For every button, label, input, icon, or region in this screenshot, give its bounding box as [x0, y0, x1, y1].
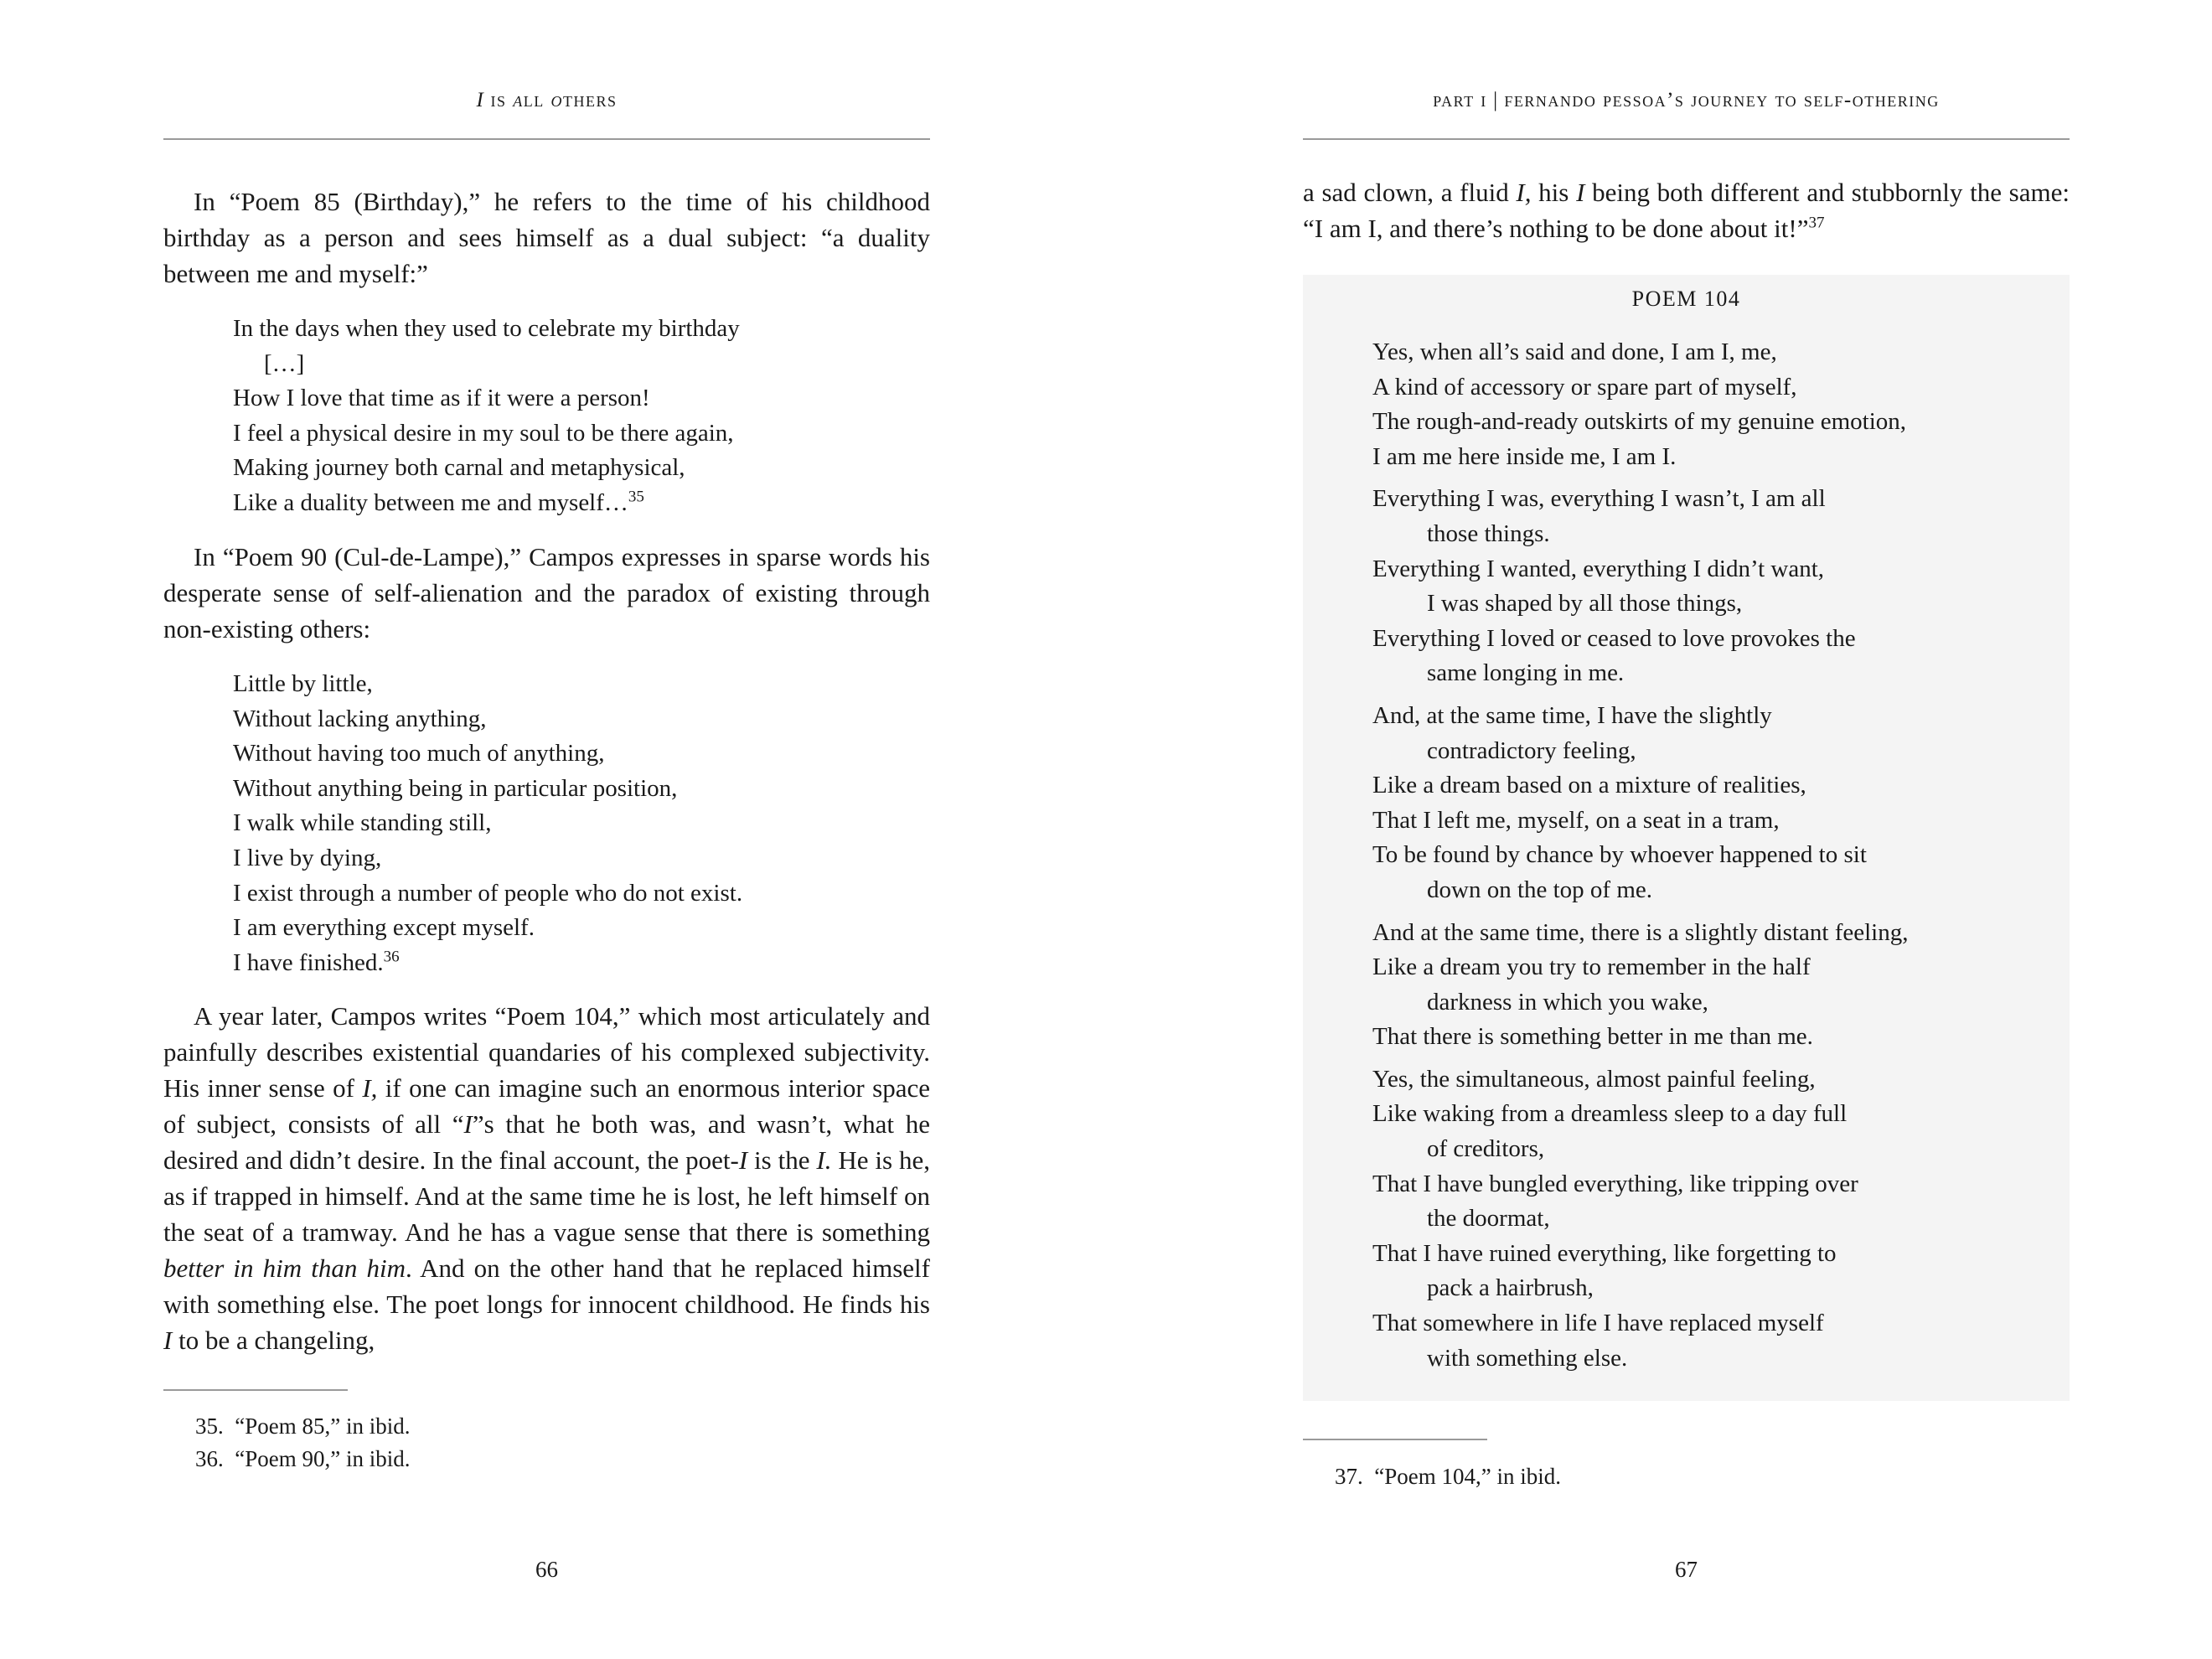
footnote-36: 36. “Poem 90,” in ibid. [195, 1446, 411, 1471]
text-run: his [1531, 178, 1577, 207]
poem-line-continuation: down on the top of me. [1427, 876, 1653, 903]
running-head-italic-a: a [513, 89, 524, 111]
italic-run: I [163, 1326, 173, 1355]
stanza [1372, 916, 1908, 1055]
text-run: He is he, as if trapped in himself. And at the same time he is lost, he left himself on the seat of a tramway. And he has a vague sense that there is something [163, 1145, 930, 1247]
poem-line-continuation: of creditors, [1427, 1135, 1545, 1163]
poem-title: POEM 104 [1631, 287, 1741, 311]
poem-line: Without lacking anything, [233, 705, 487, 732]
poem-line: Like a dream based on a mixture of realities, [1372, 772, 1806, 799]
poem-line-continuation: contradictory feeling, [1427, 736, 1636, 764]
stanza [1372, 482, 1908, 691]
page-number: 67 [1675, 1557, 1698, 1582]
poem-line: Yes, when all’s said and done, I am I, me, [1372, 339, 1777, 365]
text-run: A year later, Campos writes “Poem 104,” which most articulately and painfully describes existential quandaries of his complexed subjectivity. His inner sense of [163, 1001, 930, 1103]
poem-line: Everything I wanted, everything I didn’t want, [1372, 555, 1825, 582]
running-head-italic-i: I [476, 89, 484, 111]
running-head-right [1303, 89, 2070, 112]
poem-line: Everything I loved or ceased to love provokes the [1372, 624, 1856, 652]
poem-line: I live by dying, [233, 844, 382, 871]
paragraph-poem-104-intro [163, 998, 930, 1358]
italic-run: I [1576, 178, 1585, 207]
poem-line: Yes, the simultaneous, almost painful feeling, [1372, 1065, 1816, 1093]
footnote-ref-36[interactable]: 36 [383, 948, 400, 966]
footnote-ref-35[interactable]: 35 [628, 488, 644, 506]
running-head-italic-o: o [550, 89, 564, 111]
poem-104 [1372, 335, 1908, 1383]
running-head-left [163, 89, 930, 112]
poem-line-continuation: same longing in me. [1427, 659, 1625, 687]
text-run: is the [747, 1145, 817, 1175]
poem-line-continuation: darkness in which you wake, [1427, 988, 1708, 1016]
poem-line: Like waking from a dreamless sleep to a day full [1372, 1100, 1848, 1128]
poem-line: Like a dream you try to remember in the half [1372, 954, 1811, 981]
poem-line: That I have bungled everything, like tripping over [1372, 1170, 1858, 1197]
footnote-37: 37. “Poem 104,” in ibid. [1335, 1464, 1561, 1489]
footnote-rule [1303, 1439, 1487, 1440]
paragraph-cul-de-lampe: In “Poem 90 (Cul-de-Lampe),” Campos expresses in sparse words his desperate sense of self-alienation and the paradox of existing through non-existing others: [163, 542, 930, 643]
poem-line: I am everything except myself. [233, 914, 535, 942]
header-rule [163, 138, 930, 140]
poem-line: A kind of accessory or spare part of myself, [1372, 373, 1797, 401]
stanza [1372, 699, 1908, 908]
text-run: being both different and stubbornly the same: “I am I, and there’s nothing to be done about it!” [1303, 178, 2070, 243]
page-number: 66 [535, 1557, 558, 1582]
poem-line: That I left me, myself, on a seat in a tram, [1372, 806, 1780, 834]
poem-line: And, at the same time, I have the slightly [1372, 701, 1772, 729]
stanza [1372, 335, 1908, 474]
poem-line: That somewhere in life I have replaced myself [1372, 1310, 1824, 1337]
running-head-part: part i [1433, 89, 1487, 111]
running-head-text: ll [523, 89, 551, 111]
poem-excerpt-85 [233, 312, 740, 521]
poem-line: I feel a physical desire in my soul to be there again, [233, 419, 734, 447]
text-run: . And on the other hand that he replaced himself with something else. The poet longs for innocent childhood. He finds his [163, 1253, 930, 1319]
poem-line: That there is something better in me than me. [1372, 1023, 1813, 1051]
running-head-text: thers [563, 89, 618, 111]
poem-line: How I love that time as if it were a person! [233, 385, 650, 412]
poem-line-continuation: I was shaped by all those things, [1427, 590, 1743, 618]
poem-line-continuation: pack a hairbrush, [1427, 1274, 1594, 1302]
poem-line: That I have ruined everything, like forgetting to [1372, 1239, 1837, 1267]
poem-line [233, 486, 740, 521]
text-run: to be a changeling, [172, 1326, 375, 1355]
poem-line: And at the same time, there is a slightly distant feeling, [1372, 918, 1909, 946]
paragraph-continued [1303, 174, 2070, 246]
poem-line: To be found by chance by whoever happened to sit [1372, 841, 1867, 869]
running-head-text: is [483, 89, 514, 111]
left-page [163, 0, 930, 1659]
poem-line: Everything I was, everything I wasn’t, I am all [1372, 485, 1826, 513]
italic-run: I [738, 1145, 748, 1175]
poem-line: In the days when they used to celebrate my birthday [233, 315, 740, 342]
text-run: if one can imagine such an enormous interior space of subject, consists of all “ [163, 1073, 930, 1139]
footnote-rule [163, 1389, 348, 1391]
poem-line: I exist through a number of people who do not exist. [233, 879, 743, 907]
poem-line: I walk while standing still, [233, 809, 492, 837]
header-rule [1303, 138, 2070, 140]
italic-run: I. [816, 1145, 832, 1175]
poem-line [233, 946, 742, 981]
right-page [1303, 0, 2070, 1659]
poem-line-text: Like a duality between me and myself… [233, 488, 628, 516]
footnote-ref-37[interactable]: 37 [1808, 214, 1825, 232]
stanza [1372, 1062, 1908, 1376]
italic-run: I, [1516, 178, 1532, 207]
poem-line: Making journey both carnal and metaphysical, [233, 454, 685, 482]
text-run: ”s that he both was, and wasn’t, what he desired and didn’t desire. In the final account, the poet- [163, 1109, 930, 1175]
italic-run: I, [362, 1073, 378, 1103]
poem-ellipsis: […] [264, 349, 305, 377]
running-head-separator: | [1486, 89, 1505, 111]
text-run: a sad clown, a fluid [1303, 178, 1517, 207]
poem-line-continuation: those things. [1427, 519, 1550, 547]
poem-line-continuation: with something else. [1427, 1344, 1628, 1372]
poem-line: Little by little, [233, 670, 373, 697]
footnote-35: 35. “Poem 85,” in ibid. [195, 1414, 411, 1439]
italic-run: I [463, 1109, 473, 1139]
running-head-title: fernando pessoa’s journey to self-othering [1504, 89, 1940, 111]
poem-line-text: I have finished. [233, 948, 384, 976]
paragraph-birthday: In “Poem 85 (Birthday),” he refers to the time of his childhood birthday as a person and sees himself as a dual subject: “a duality between me and myself:” [163, 187, 930, 288]
poem-line: The rough-and-ready outskirts of my genuine emotion, [1372, 408, 1907, 436]
poem-line: I am me here inside me, I am I. [1372, 442, 1677, 470]
poem-line-continuation: the doormat, [1427, 1205, 1550, 1233]
poem-line: Without having too much of anything, [233, 740, 605, 767]
poem-excerpt-90 [233, 667, 742, 980]
poem-line: Without anything being in particular position, [233, 774, 678, 802]
italic-run: better in him than him [163, 1253, 406, 1283]
